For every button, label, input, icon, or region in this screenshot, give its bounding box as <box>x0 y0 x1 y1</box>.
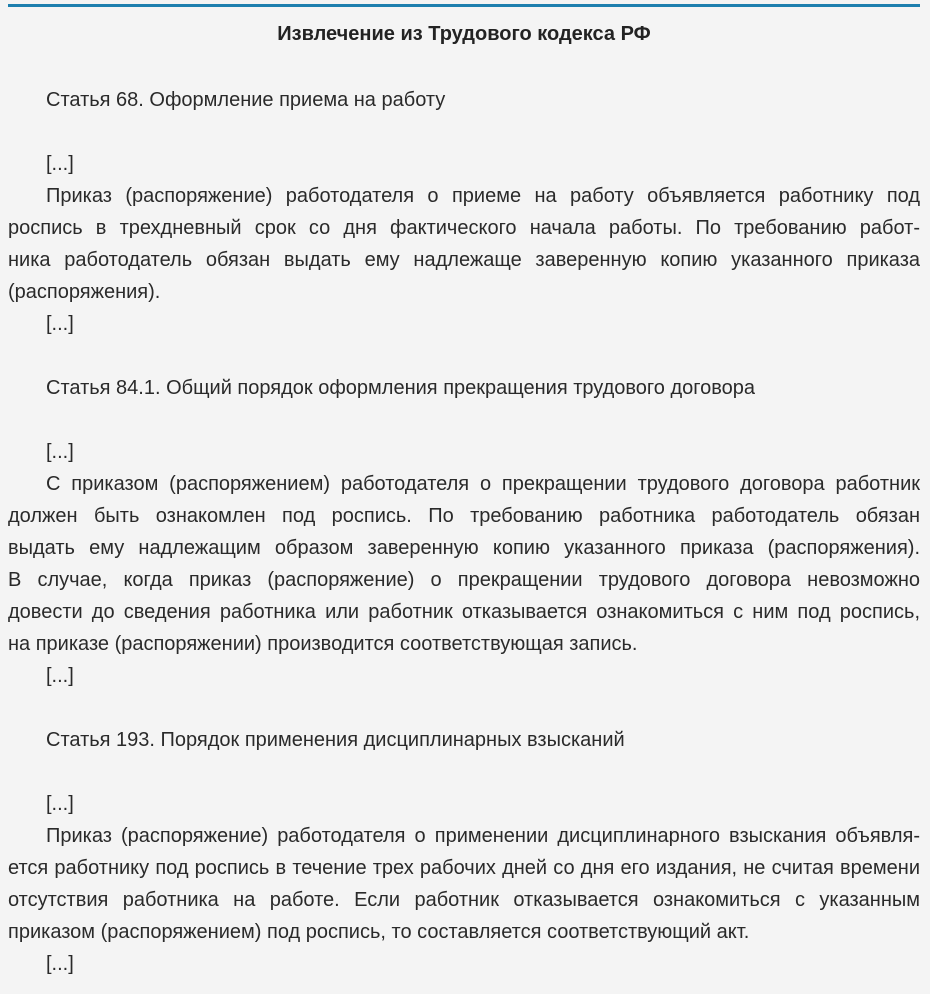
top-divider <box>8 4 920 7</box>
ellipsis: [...] <box>46 441 74 463</box>
ellipsis: [...] <box>46 313 74 335</box>
paragraph-line: отсутствия работника на работе. Если работник отказывается ознакомиться с указанным <box>8 889 920 911</box>
paragraph-line: В случае, когда приказ (распоряжение) о прекращении трудового договора невозможно <box>8 569 920 591</box>
paragraph-line: на приказе (распоряжении) производится соответствующая запись. <box>8 633 638 655</box>
paragraph-line: Приказ (распоряжение) работодателя о приеме на работу объявляется работнику под <box>46 185 920 207</box>
paragraph-line: С приказом (распоряжением) работодателя о прекращении трудового договора работник <box>46 473 920 495</box>
section-heading: Статья 68. Оформление приема на работу <box>46 89 446 111</box>
ellipsis: [...] <box>46 793 74 815</box>
paragraph-line: ется работнику под роспись в течение трех рабочих дней со дня его издания, не считая времени <box>8 857 920 879</box>
paragraph-line: Приказ (распоряжение) работодателя о применении дисциплинарного взыскания объявля- <box>46 825 920 847</box>
section-heading: Статья 193. Порядок применения дисциплинарных взысканий <box>46 729 625 751</box>
paragraph-line: должен быть ознакомлен под роспись. По требованию работника работодатель обязан <box>8 505 920 527</box>
paragraph-line: довести до сведения работника или работник отказывается ознакомиться с ним под роспись, <box>8 601 920 623</box>
paragraph-line: (распоряжения). <box>8 281 161 303</box>
paragraph-line: ника работодатель обязан выдать ему надлежаще заверенную копию указанного приказа <box>8 249 920 271</box>
ellipsis: [...] <box>46 665 74 687</box>
paragraph-line: роспись в трехдневный срок со дня фактического начала работы. По требованию работ- <box>8 217 920 239</box>
ellipsis: [...] <box>46 953 74 975</box>
paragraph-line: приказом (распоряжением) под роспись, то составляется соответствующий акт. <box>8 921 750 943</box>
ellipsis: [...] <box>46 153 74 175</box>
paragraph-line: выдать ему надлежащим образом заверенную копию указанного приказа (распоряжения). <box>8 537 920 559</box>
document-title: Извлечение из Трудового кодекса РФ <box>277 23 651 45</box>
section-heading: Статья 84.1. Общий порядок оформления прекращения трудового договора <box>46 377 756 399</box>
